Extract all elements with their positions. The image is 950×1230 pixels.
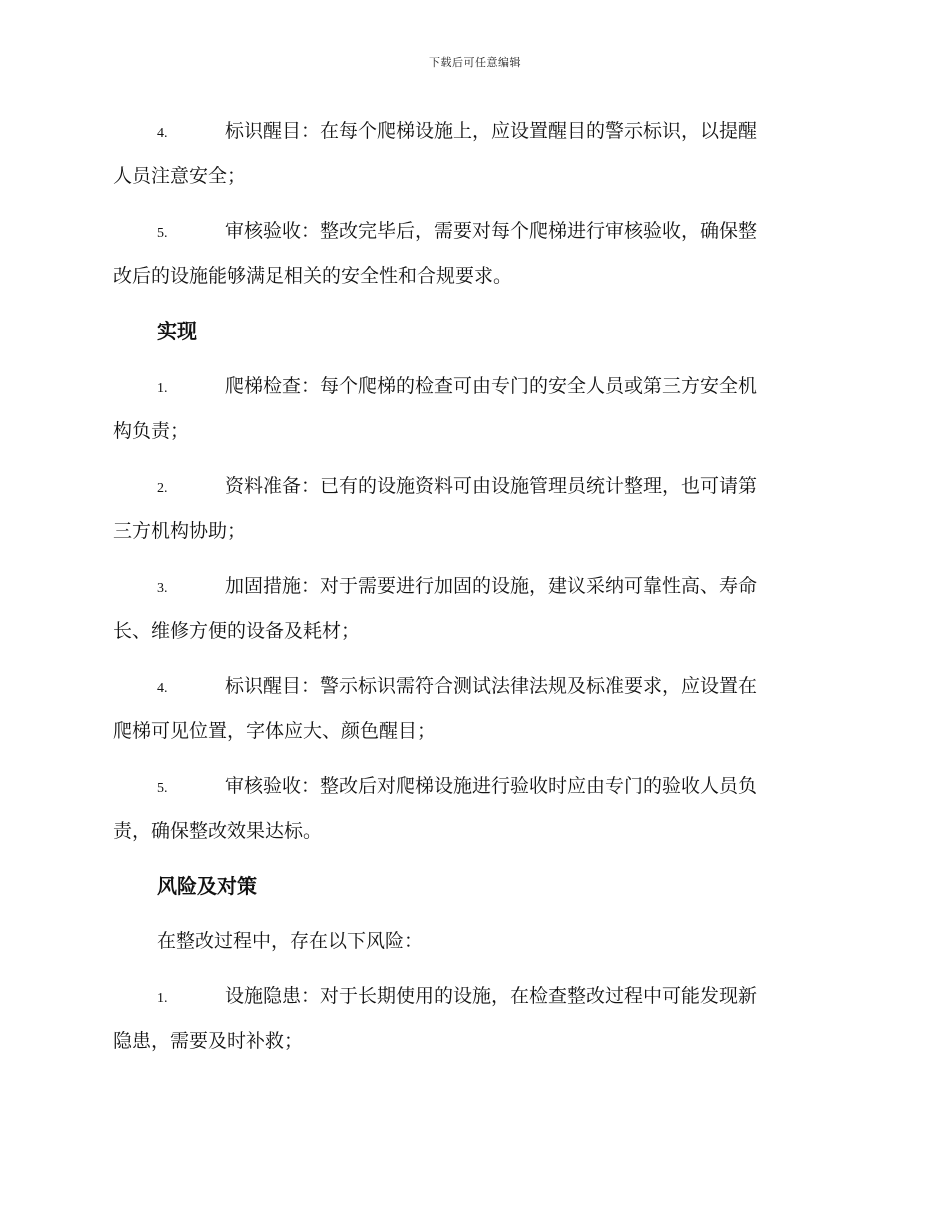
list-text: 爬梯检查：每个爬梯的检查可由专门的安全人员或第三方安全机 bbox=[225, 375, 758, 397]
list-item bbox=[113, 565, 835, 652]
list-text-continued: 三方机构协助； bbox=[113, 520, 247, 542]
list-text: 标识醒目：警示标识需符合测试法律法规及标准要求，应设置在 bbox=[225, 675, 758, 697]
list-text-continued: 人员注意安全； bbox=[113, 165, 247, 187]
list-item bbox=[113, 365, 835, 452]
document-body bbox=[113, 110, 835, 1075]
list-item bbox=[113, 465, 835, 552]
list-text: 审核验收：整改后对爬梯设施进行验收时应由专门的验收人员负 bbox=[225, 775, 758, 797]
risks-intro: 在整改过程中，存在以下风险： bbox=[157, 930, 424, 952]
section-heading-implementation: 实现 bbox=[157, 319, 197, 343]
list-item bbox=[113, 665, 835, 752]
list-text-continued: 长、维修方便的设备及耗材； bbox=[113, 620, 361, 642]
list-number: 1. bbox=[157, 991, 168, 1006]
section-heading-risks: 风险及对策 bbox=[157, 874, 257, 898]
list-item bbox=[113, 110, 835, 197]
list-number: 2. bbox=[157, 481, 168, 496]
list-item bbox=[113, 765, 835, 852]
list-text-continued: 爬梯可见位置，字体应大、颜色醒目； bbox=[113, 720, 437, 742]
list-text: 资料准备：已有的设施资料可由设施管理员统计整理，也可请第 bbox=[225, 475, 758, 497]
list-text: 加固措施：对于需要进行加固的设施，建议采纳可靠性高、寿命 bbox=[225, 575, 758, 597]
list-item bbox=[113, 210, 835, 297]
list-number: 4. bbox=[157, 126, 168, 141]
list-text: 标识醒目：在每个爬梯设施上，应设置醒目的警示标识，以提醒 bbox=[225, 120, 758, 142]
list-number: 5. bbox=[157, 781, 168, 796]
page-header: 下载后可任意编辑 bbox=[429, 56, 521, 69]
list-number: 5. bbox=[157, 226, 168, 241]
list-number: 1. bbox=[157, 381, 168, 396]
list-number: 4. bbox=[157, 681, 168, 696]
list-text-continued: 改后的设施能够满足相关的安全性和合规要求。 bbox=[113, 265, 513, 287]
list-text: 设施隐患：对于长期使用的设施，在检查整改过程中可能发现新 bbox=[225, 985, 758, 1007]
list-text: 审核验收：整改完毕后，需要对每个爬梯进行审核验收，确保整 bbox=[225, 220, 758, 242]
list-text-continued: 构负责； bbox=[113, 420, 190, 442]
list-text-continued: 责，确保整改效果达标。 bbox=[113, 820, 323, 842]
list-text-continued: 隐患，需要及时补救； bbox=[113, 1030, 304, 1052]
list-item bbox=[113, 975, 835, 1062]
list-number: 3. bbox=[157, 581, 168, 596]
